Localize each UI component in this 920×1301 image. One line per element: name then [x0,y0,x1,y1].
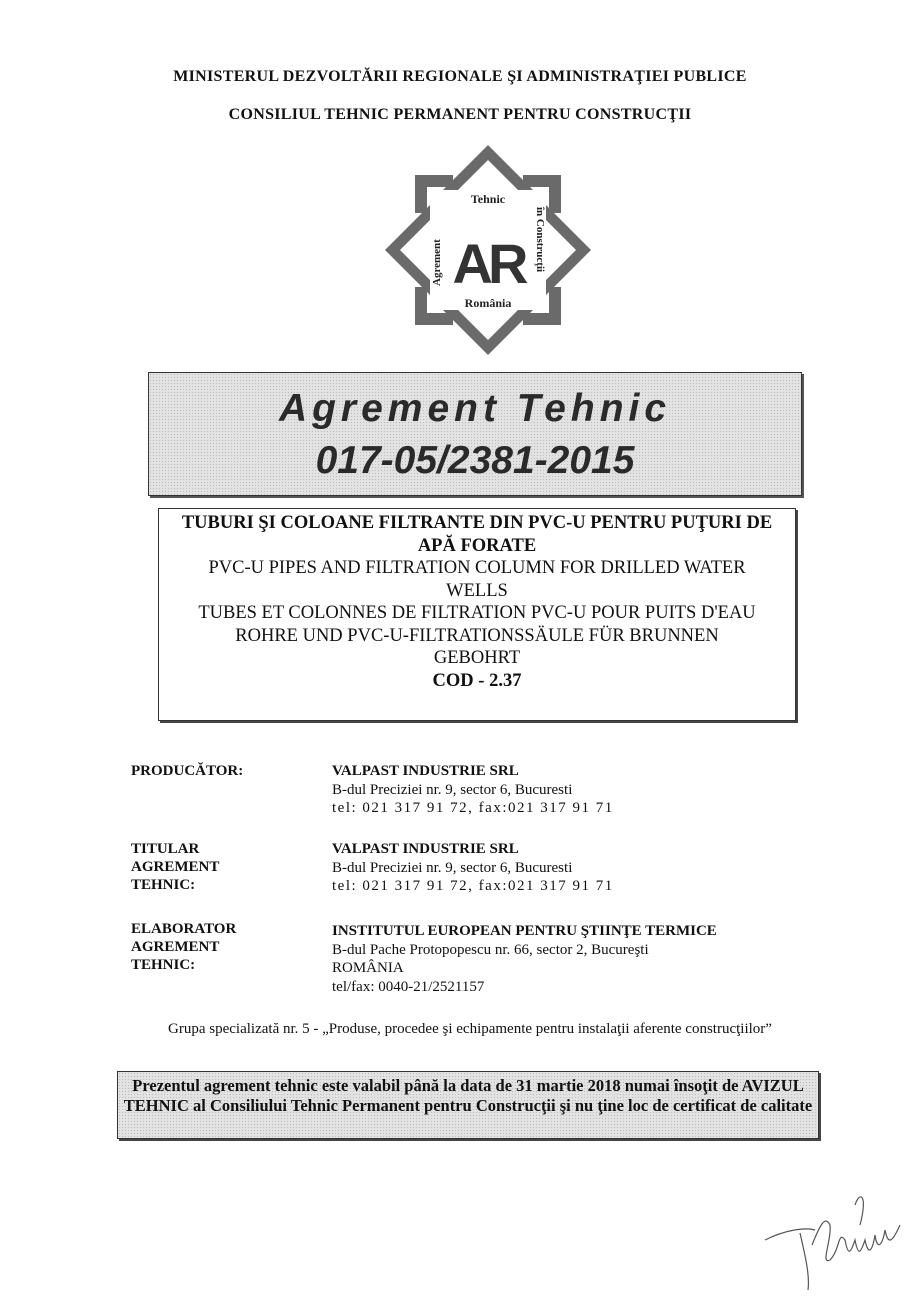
ministry-heading: MINISTERUL DEZVOLTĂRII REGIONALE ŞI ADMINISTRAŢIEI PUBLICE [173,68,747,85]
holder-phone: tel: 021 317 91 72, fax:021 317 91 71 [332,878,614,894]
elaborator-info [332,922,812,996]
product-title-fr: TUBES ET COLONNES DE FILTRATION PVC-U POUR PUITS D'EAU [198,603,756,623]
elaborator-name: INSTITUTUL EUROPEAN PENTRU ŞTIINŢE TERMICE [332,923,717,939]
signature [760,1185,910,1295]
product-title-de: ROHRE UND PVC-U-FILTRATIONSSÄULE FÜR BRUNNEN GEBOHRT [235,625,719,668]
producer-info [332,762,812,818]
elaborator-label-line: AGREMENT [131,939,220,955]
council-heading: CONSILIUL TEHNIC PERMANENT PENTRU CONSTRUCŢII [228,106,692,123]
logo-text-right: în Construcţii [534,207,546,273]
logo-text-bottom: România [464,296,512,310]
product-code: COD - 2.37 [432,670,522,691]
validity-notice: Prezentul agrement tehnic este valabil până la data de 31 martie 2018 numai însoţit de AVIZUL TEHNIC al Consiliului Tehnic Permanent pentru Construcţii şi nu ţine loc de certificat de calitate [117,1071,819,1139]
holder-name: VALPAST INDUSTRIE SRL [332,841,519,857]
holder-address: B-dul Preciziei nr. 9, sector 6, Bucuresti [332,859,573,876]
agrement-title-box [148,372,802,496]
producer-label: PRODUCĂTOR: [131,763,244,779]
product-title-ro: TUBURI ŞI COLOANE FILTRANTE DIN PVC-U PENTRU PUŢURI DE APĂ FORATE [181,513,773,556]
holder-label [131,840,321,894]
elaborator-phone: tel/fax: 0040-21/2521157 [332,978,485,995]
holder-label-line: TITULAR [131,841,200,857]
producer-name: VALPAST INDUSTRIE SRL [332,763,519,779]
elaborator-country: ROMÂNIA [332,960,404,976]
holder-info [332,840,812,896]
elaborator-address: B-dul Pache Protopopescu nr. 66, sector 2, Bucureşti [332,941,649,958]
logo-text-left: Agrement [431,239,443,286]
elaborator-label-line: ELABORATOR [131,921,237,937]
elaborator-label-line: TEHNIC: [131,957,196,973]
product-title-en: PVC-U PIPES AND FILTRATION COLUMN FOR DRILLED WATER WELLS [208,558,746,601]
producer-address: B-dul Preciziei nr. 9, sector 6, Bucuresti [332,781,573,798]
producer-phone: tel: 021 317 91 72, fax:021 317 91 71 [332,800,614,816]
logo-letters: AR [452,232,524,295]
product-title-box [158,508,796,721]
elaborator-label [131,920,321,974]
specialized-group-text: Grupa specializată nr. 5 - „Produse, procedee şi echipamente pentru instalaţii aferente construcţiilor” [168,1021,772,1037]
holder-label-line: TEHNIC: [131,877,196,893]
agrement-title: Agrement Tehnic [278,387,672,430]
agrement-tehnic-logo [383,143,593,357]
logo-text-top: Tehnic [470,192,506,206]
holder-label-line: AGREMENT [131,859,220,875]
agrement-number: 017-05/2381-2015 [315,439,635,482]
